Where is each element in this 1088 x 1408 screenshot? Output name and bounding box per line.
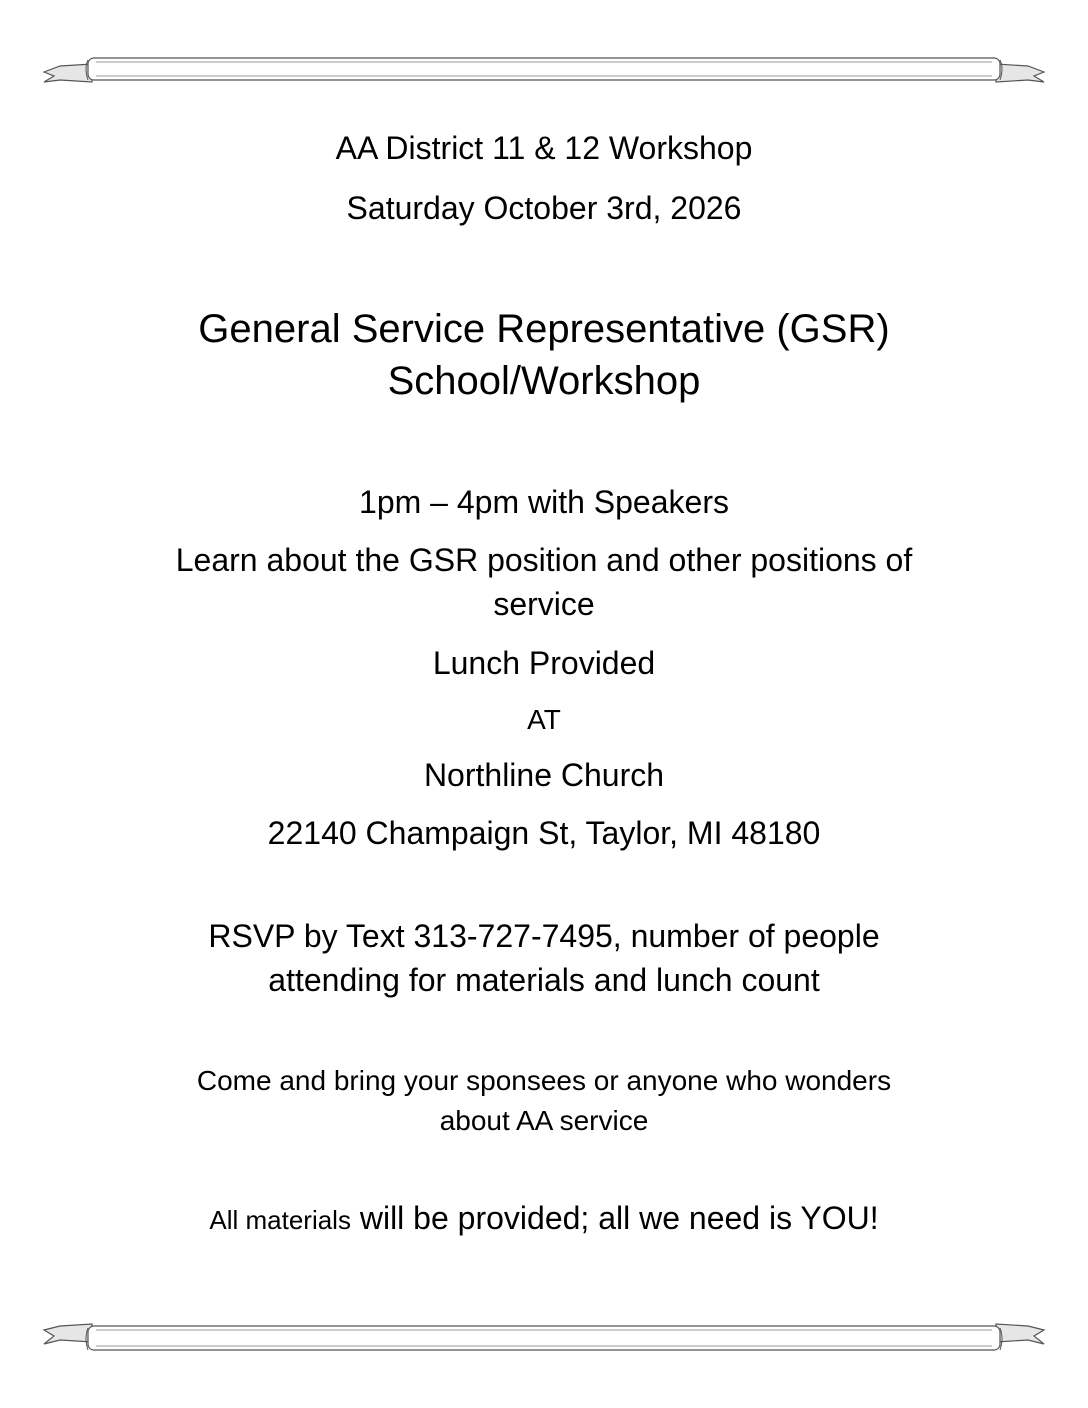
title-line-1: General Service Representative (GSR) (198, 307, 890, 351)
invite-line-2: about AA service (439, 1105, 649, 1136)
at-line: AT (527, 704, 561, 735)
learn-line-1: Learn about the GSR position and other positions of (175, 542, 913, 578)
learn-line-2: service (493, 586, 595, 622)
bottom-scroll-banner (0, 1318, 1088, 1358)
rsvp-line-1: RSVP by Text 313-727-7495, number of people (208, 918, 880, 954)
time-line: 1pm – 4pm with Speakers (359, 484, 729, 520)
invite-line-1: Come and bring your sponsees or anyone who wonders (196, 1065, 892, 1096)
header-line-2: Saturday October 3rd, 2026 (346, 190, 742, 226)
closing-large-text: will be provided; all we need is YOU! (350, 1200, 879, 1236)
venue-line: Northline Church (423, 757, 665, 793)
title-line-2: School/Workshop (387, 359, 701, 403)
address-line: 22140 Champaign St, Taylor, MI 48180 (267, 815, 821, 851)
closing-line (0, 1196, 1088, 1242)
top-scroll-banner (0, 54, 1088, 94)
header-line-1: AA District 11 & 12 Workshop (335, 130, 753, 166)
closing-small-text: All materials (209, 1205, 351, 1235)
rsvp-line-2: attending for materials and lunch count (268, 962, 820, 998)
lunch-line: Lunch Provided (432, 645, 656, 681)
